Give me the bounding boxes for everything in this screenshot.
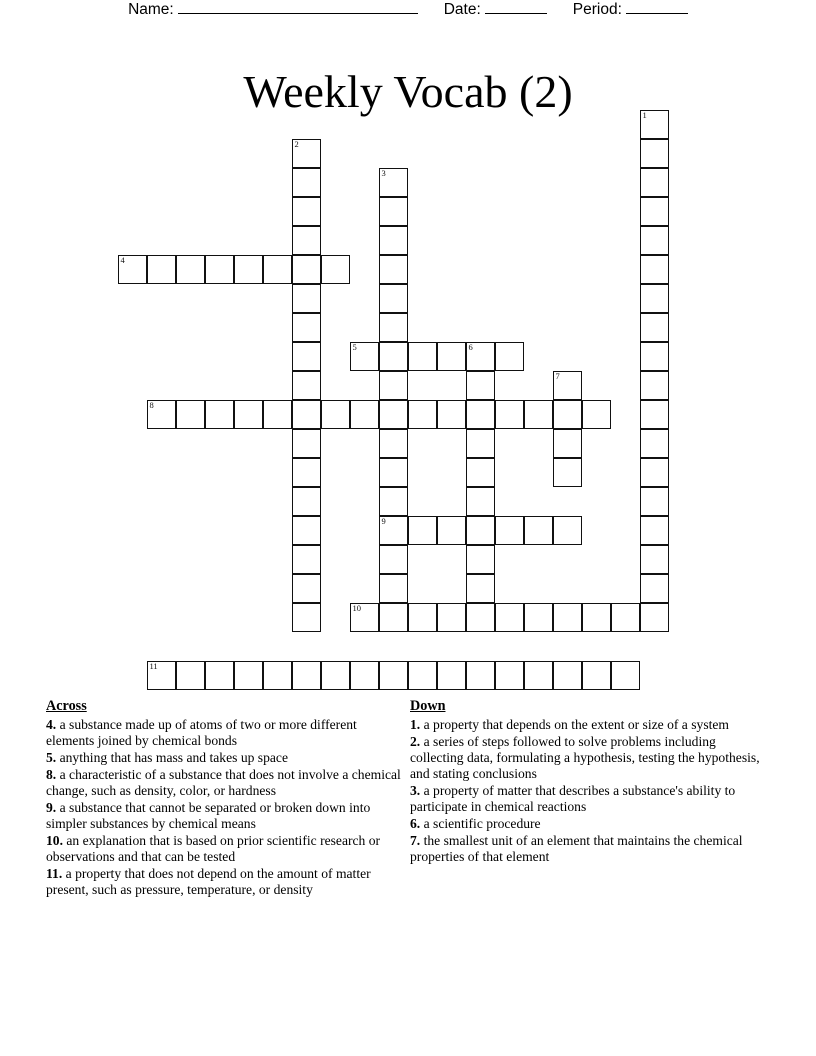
- crossword-cell[interactable]: [640, 313, 669, 342]
- crossword-cell[interactable]: [466, 458, 495, 487]
- crossword-cell[interactable]: [263, 400, 292, 429]
- crossword-cell[interactable]: [495, 603, 524, 632]
- crossword-cell[interactable]: [466, 661, 495, 690]
- crossword-cell[interactable]: [292, 516, 321, 545]
- crossword-cell[interactable]: [466, 574, 495, 603]
- crossword-cell-start-9[interactable]: [379, 516, 408, 545]
- period-label: Period:: [572, 1, 622, 18]
- crossword-cell[interactable]: [524, 603, 553, 632]
- cell-number-4: 4: [120, 255, 125, 265]
- across-clue-text: a substance made up of atoms of two or more different elements joined by chemical bonds: [46, 716, 357, 748]
- crossword-cell[interactable]: [292, 661, 321, 690]
- across-clue-5: [46, 750, 402, 766]
- across-clue-number: 8.: [46, 766, 57, 782]
- date-label: Date:: [443, 1, 481, 18]
- crossword-cell[interactable]: [437, 342, 466, 371]
- across-clue-number: 5.: [46, 749, 57, 765]
- crossword-cell-start-5[interactable]: [350, 342, 379, 371]
- crossword-cell[interactable]: [495, 661, 524, 690]
- crossword-cell[interactable]: [379, 197, 408, 226]
- crossword-cell[interactable]: [408, 342, 437, 371]
- crossword-cell[interactable]: [408, 400, 437, 429]
- crossword-cell[interactable]: [292, 545, 321, 574]
- across-clue-number: 10.: [46, 832, 63, 848]
- crossword-cell[interactable]: [205, 661, 234, 690]
- crossword-cell[interactable]: [466, 516, 495, 545]
- crossword-cell[interactable]: [292, 226, 321, 255]
- down-clue-1: [410, 717, 770, 733]
- crossword-cell[interactable]: [147, 255, 176, 284]
- crossword-cell-start-8[interactable]: [147, 400, 176, 429]
- across-clue-text: a property that does not depend on the amount of matter present, such as pressure, temperature, or density: [46, 866, 371, 898]
- across-clue-number: 11.: [46, 866, 63, 882]
- crossword-cell[interactable]: [379, 313, 408, 342]
- across-clue-9: [46, 800, 402, 832]
- cell-number-11: 11: [149, 661, 158, 671]
- down-clue-text: the smallest unit of an element that maintains the chemical properties of that element: [410, 832, 743, 864]
- cell-number-2: 2: [294, 139, 299, 149]
- crossword-cell[interactable]: [205, 255, 234, 284]
- crossword-cell-start-2[interactable]: [292, 139, 321, 168]
- crossword-cell[interactable]: [379, 255, 408, 284]
- down-clue-number: 2.: [410, 733, 421, 749]
- crossword-cell[interactable]: [292, 603, 321, 632]
- across-clue-text: anything that has mass and takes up space: [56, 749, 288, 765]
- crossword-cell[interactable]: [553, 516, 582, 545]
- crossword-cell[interactable]: [553, 603, 582, 632]
- crossword-cell[interactable]: [466, 400, 495, 429]
- crossword-cell[interactable]: [408, 661, 437, 690]
- crossword-cell[interactable]: [379, 400, 408, 429]
- crossword-cell[interactable]: [524, 661, 553, 690]
- crossword-cell[interactable]: [176, 661, 205, 690]
- crossword-cell[interactable]: [292, 197, 321, 226]
- crossword-cell[interactable]: [437, 400, 466, 429]
- crossword-cell[interactable]: [292, 313, 321, 342]
- crossword-cell-start-4[interactable]: [118, 255, 147, 284]
- crossword-cell-start-11[interactable]: [147, 661, 176, 690]
- across-clue-text: a substance that cannot be separated or broken down into simpler substances by chemical means: [46, 799, 371, 831]
- crossword-cell[interactable]: [466, 487, 495, 516]
- crossword-cell[interactable]: [640, 139, 669, 168]
- crossword-cell[interactable]: [292, 342, 321, 371]
- crossword-cell[interactable]: [292, 400, 321, 429]
- crossword-cell[interactable]: [640, 603, 669, 632]
- crossword-cell[interactable]: [292, 429, 321, 458]
- cell-number-3: 3: [381, 168, 386, 178]
- crossword-cell[interactable]: [640, 342, 669, 371]
- crossword-cell[interactable]: [205, 400, 234, 429]
- crossword-cell[interactable]: [437, 661, 466, 690]
- crossword-cell[interactable]: [466, 545, 495, 574]
- crossword-cell[interactable]: [553, 400, 582, 429]
- crossword-cell-start-10[interactable]: [350, 603, 379, 632]
- crossword-cell-start-6[interactable]: [466, 342, 495, 371]
- crossword-cell[interactable]: [350, 400, 379, 429]
- crossword-cell[interactable]: [640, 487, 669, 516]
- page-title: Weekly Vocab (2): [243, 65, 573, 117]
- across-clue-11: [46, 866, 402, 898]
- crossword-cell[interactable]: [524, 400, 553, 429]
- crossword-cell[interactable]: [437, 516, 466, 545]
- down-clue-number: 7.: [410, 832, 421, 848]
- down-clue-7: [410, 833, 770, 865]
- crossword-cell[interactable]: [292, 458, 321, 487]
- crossword-cell[interactable]: [234, 400, 263, 429]
- crossword-cell[interactable]: [379, 661, 408, 690]
- crossword-cell[interactable]: [321, 255, 350, 284]
- crossword-cell[interactable]: [582, 603, 611, 632]
- crossword-cell[interactable]: [379, 574, 408, 603]
- crossword-cell[interactable]: [379, 226, 408, 255]
- crossword-cell[interactable]: [495, 516, 524, 545]
- down-clues-column: [410, 698, 770, 866]
- across-clue-number: 9.: [46, 799, 57, 815]
- crossword-cell[interactable]: [466, 603, 495, 632]
- crossword-cell[interactable]: [379, 371, 408, 400]
- crossword-cell-start-1[interactable]: [640, 110, 669, 139]
- down-clue-number: 1.: [410, 716, 421, 732]
- crossword-cell[interactable]: [321, 400, 350, 429]
- crossword-cell[interactable]: [553, 661, 582, 690]
- cell-number-9: 9: [381, 516, 386, 526]
- crossword-cell[interactable]: [379, 545, 408, 574]
- crossword-cell[interactable]: [350, 661, 379, 690]
- across-clue-8: [46, 767, 402, 799]
- down-clue-number: 6.: [410, 815, 421, 831]
- crossword-cell[interactable]: [611, 603, 640, 632]
- crossword-cell[interactable]: [582, 400, 611, 429]
- crossword-cell-start-3[interactable]: [379, 168, 408, 197]
- crossword-cell[interactable]: [640, 545, 669, 574]
- cell-number-5: 5: [352, 342, 357, 352]
- crossword-cell[interactable]: [611, 661, 640, 690]
- crossword-cell[interactable]: [495, 342, 524, 371]
- crossword-cell[interactable]: [379, 342, 408, 371]
- cell-number-8: 8: [149, 400, 154, 410]
- crossword-cell-start-7[interactable]: [553, 371, 582, 400]
- crossword-cell[interactable]: [640, 458, 669, 487]
- crossword-cell[interactable]: [379, 284, 408, 313]
- crossword-cell[interactable]: [640, 197, 669, 226]
- across-clue-10: [46, 833, 402, 865]
- down-clue-2: [410, 734, 770, 782]
- crossword-cell[interactable]: [292, 284, 321, 313]
- crossword-cell[interactable]: [379, 603, 408, 632]
- down-clue-text: a property of matter that describes a substance's ability to participate in chemical reactions: [410, 782, 736, 814]
- across-clue-text: an explanation that is based on prior scientific research or observations and that can be tested: [46, 832, 381, 864]
- crossword-cell[interactable]: [640, 284, 669, 313]
- down-clue-text: a property that depends on the extent or size of a system: [420, 716, 729, 732]
- cell-number-10: 10: [352, 603, 361, 613]
- crossword-cell[interactable]: [640, 226, 669, 255]
- crossword-cell[interactable]: [379, 429, 408, 458]
- crossword-cell[interactable]: [379, 458, 408, 487]
- cell-number-6: 6: [468, 342, 473, 352]
- across-clue-4: [46, 717, 402, 749]
- down-clue-text: a series of steps followed to solve problems including collecting data, formulating a hypothesis, testing the hypothesis, and stating conclusions: [410, 733, 760, 781]
- crossword-cell[interactable]: [379, 487, 408, 516]
- crossword-cell[interactable]: [640, 168, 669, 197]
- cell-number-7: 7: [555, 371, 560, 381]
- crossword-cell[interactable]: [321, 661, 350, 690]
- crossword-cell[interactable]: [582, 661, 611, 690]
- crossword-cell[interactable]: [234, 661, 263, 690]
- across-heading: Across: [46, 698, 87, 714]
- crossword-cell[interactable]: [640, 429, 669, 458]
- crossword-cell[interactable]: [176, 400, 205, 429]
- crossword-cell[interactable]: [640, 255, 669, 284]
- crossword-cell[interactable]: [437, 603, 466, 632]
- crossword-cell[interactable]: [524, 516, 553, 545]
- down-heading: Down: [410, 698, 446, 714]
- down-clue-6: [410, 816, 770, 832]
- crossword-cell[interactable]: [553, 429, 582, 458]
- crossword-cell[interactable]: [466, 429, 495, 458]
- crossword-cell[interactable]: [640, 574, 669, 603]
- across-clues-column: [46, 698, 402, 899]
- crossword-cell[interactable]: [234, 255, 263, 284]
- crossword-cell[interactable]: [176, 255, 205, 284]
- crossword-cell[interactable]: [292, 168, 321, 197]
- down-clue-text: a scientific procedure: [420, 815, 541, 831]
- crossword-cell[interactable]: [292, 371, 321, 400]
- down-clue-number: 3.: [410, 782, 421, 798]
- crossword-cell[interactable]: [495, 400, 524, 429]
- cell-number-1: 1: [642, 110, 647, 120]
- crossword-cell[interactable]: [292, 574, 321, 603]
- crossword-cell[interactable]: [292, 487, 321, 516]
- crossword-cell[interactable]: [640, 516, 669, 545]
- crossword-cell[interactable]: [292, 255, 321, 284]
- crossword-cell[interactable]: [640, 400, 669, 429]
- crossword-cell[interactable]: [263, 661, 292, 690]
- crossword-cell[interactable]: [466, 371, 495, 400]
- across-clue-number: 4.: [46, 716, 57, 732]
- crossword-cell[interactable]: [640, 371, 669, 400]
- name-label: Name:: [128, 1, 174, 18]
- crossword-cell[interactable]: [408, 516, 437, 545]
- down-clue-3: [410, 783, 770, 815]
- crossword-cell[interactable]: [408, 603, 437, 632]
- across-clue-text: a characteristic of a substance that does not involve a chemical change, such as density, color, or hardness: [46, 766, 401, 798]
- crossword-cell[interactable]: [553, 458, 582, 487]
- crossword-cell[interactable]: [263, 255, 292, 284]
